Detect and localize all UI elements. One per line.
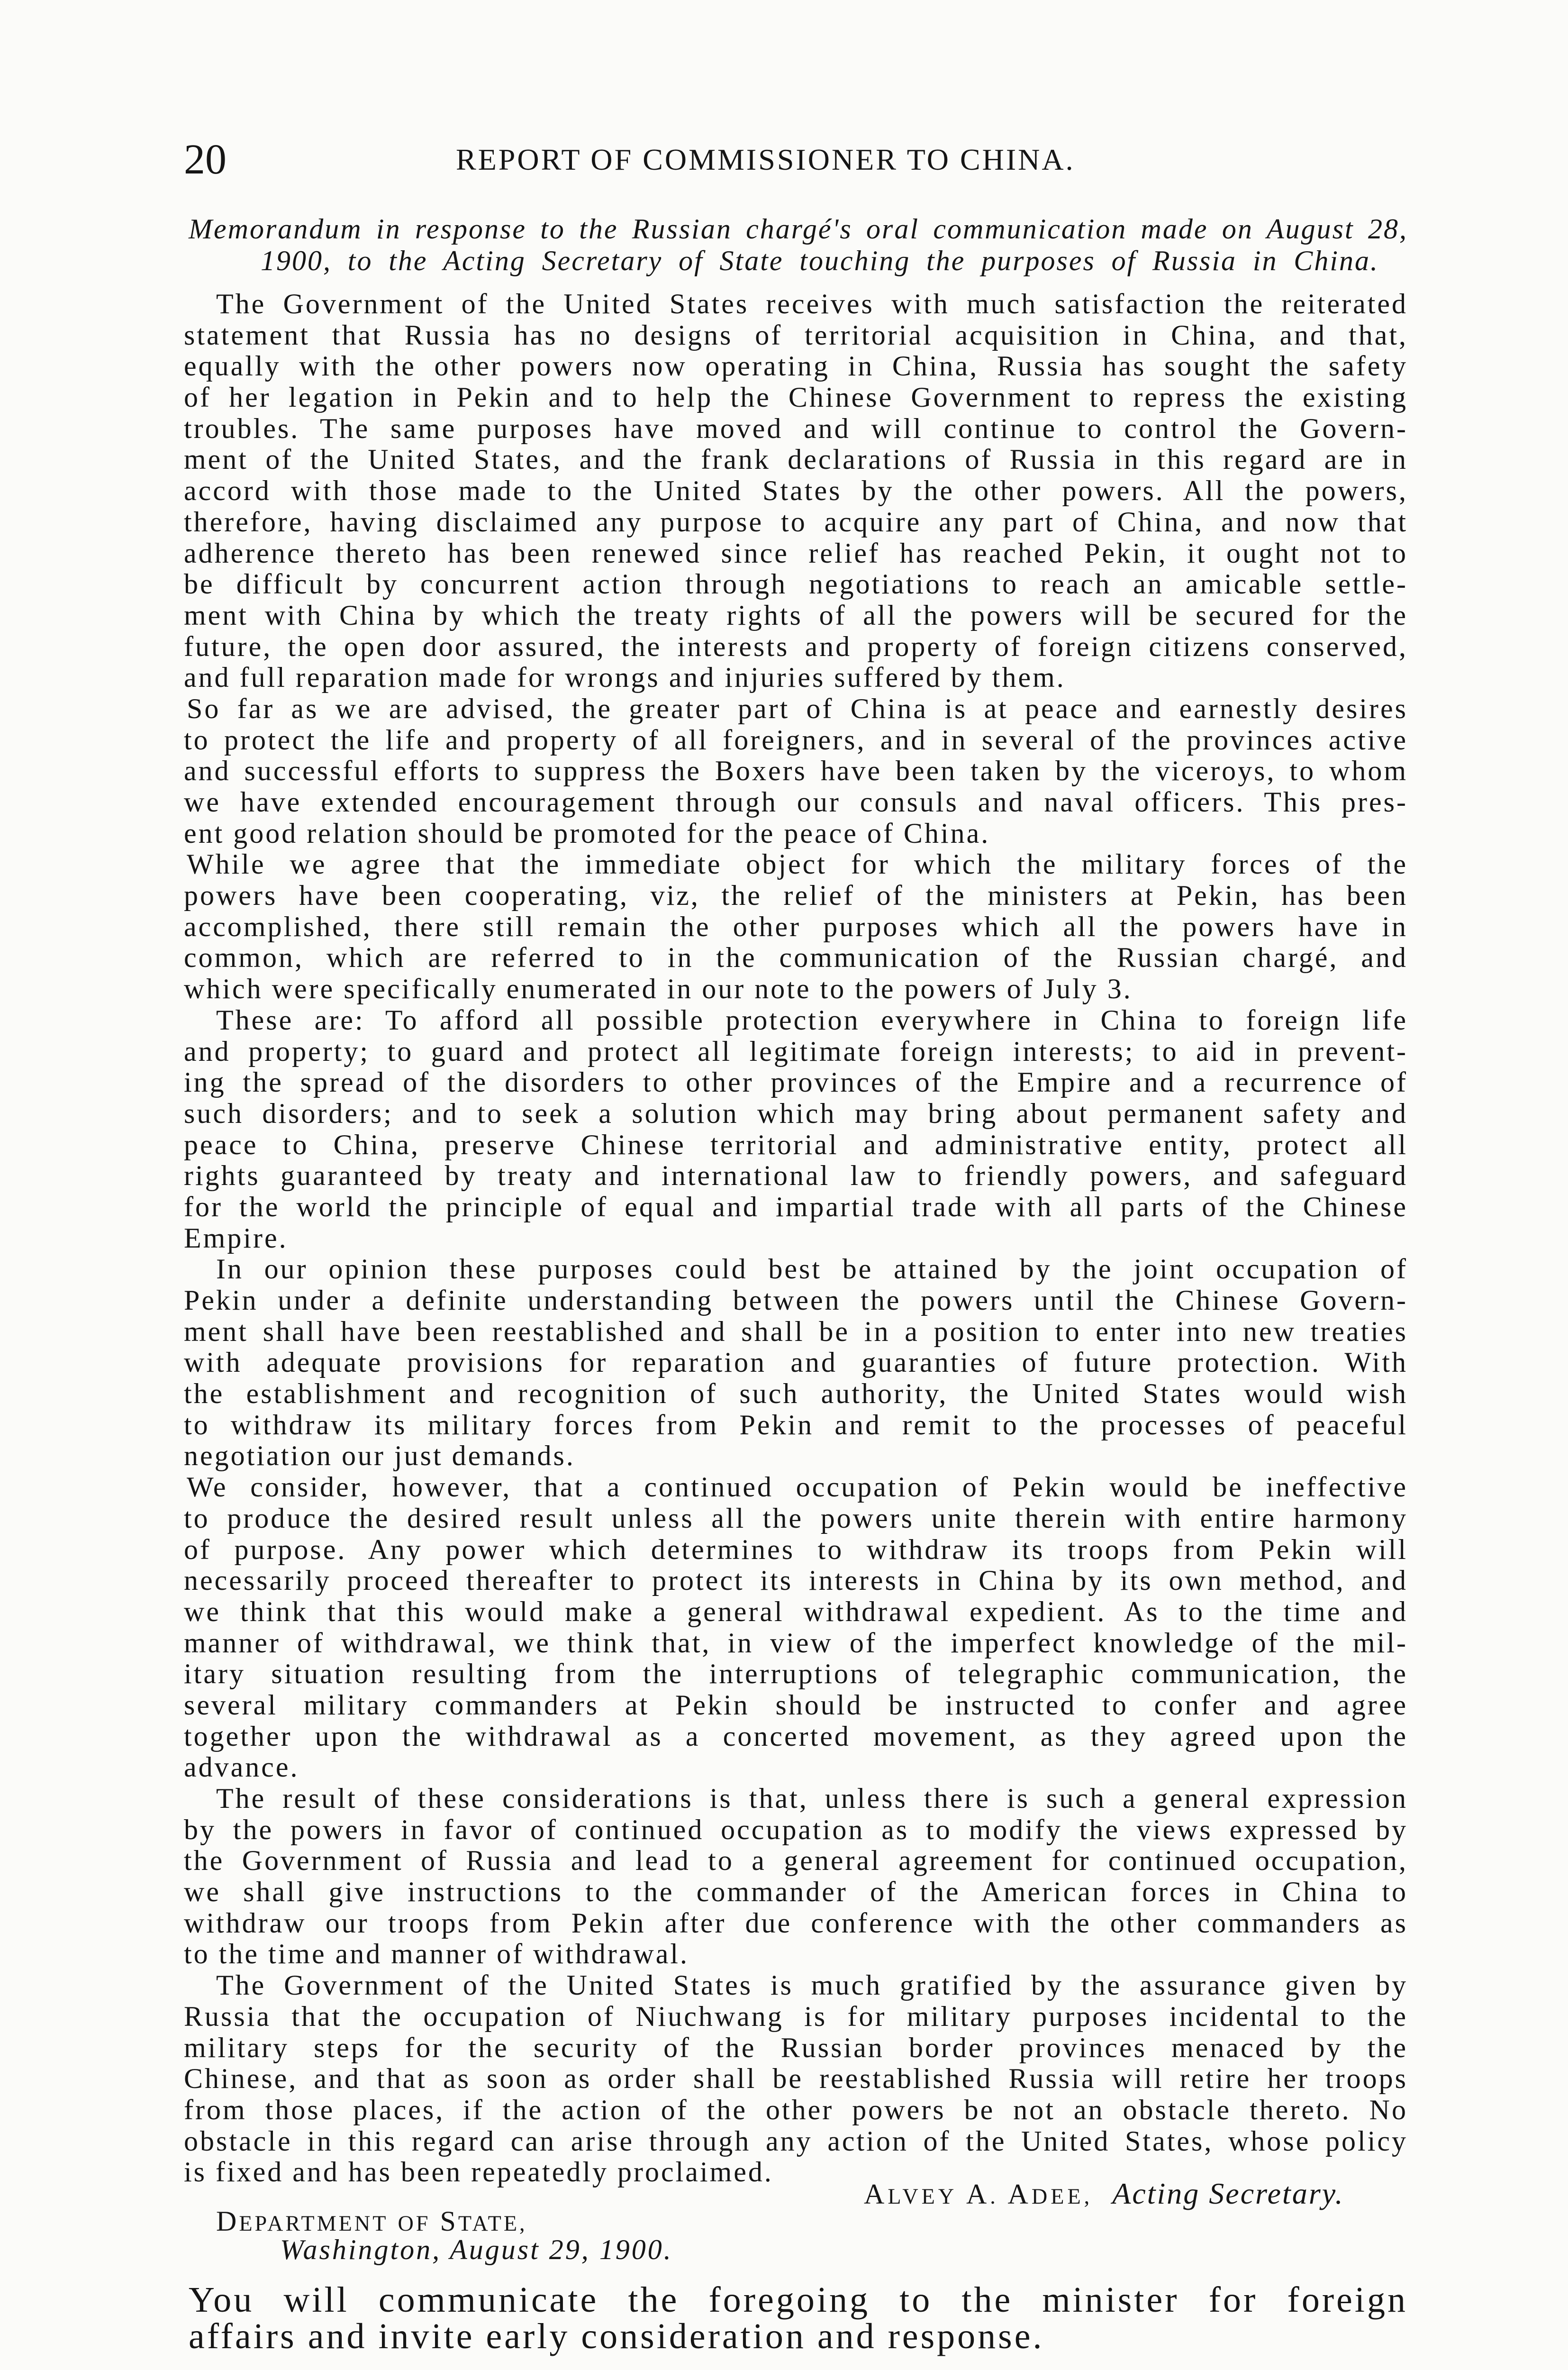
closing-instruction (189, 2282, 1408, 2355)
text-line: which were specifically enumerated in our note to the powers of July 3. (184, 973, 1133, 1005)
text-line: accomplished, there still remain the other purposes which all the powers have in (184, 911, 1408, 942)
signatory-title: Acting Secretary. (1112, 2177, 1344, 2210)
paragraph (184, 1254, 1408, 1472)
text-line: We consider, however, that a continued occupation of Pekin would be ineffective (187, 1471, 1408, 1503)
small-caps-initial: S (440, 2206, 458, 2237)
text-line: Pekin under a definite understanding between the powers until the Chinese Govern- (184, 1285, 1408, 1316)
text-line: by the powers in favor of continued occupation as to modify the views expressed by (184, 1814, 1408, 1845)
text-line: to protect the life and property of all foreigners, and in several of the provinces active (184, 724, 1408, 756)
text-line: to produce the desired result unless all the powers unite therein with entire harmony (184, 1502, 1408, 1534)
small-caps-initial: D (216, 2206, 239, 2237)
text-line: is fixed and has been repeatedly proclaimed. (184, 2156, 773, 2188)
text-line: common, which are referred to in the communication of the Russian chargé, and (184, 942, 1408, 974)
text-line: ing the spread of the disorders to other provinces of the Empire and a recurrence of (184, 1066, 1408, 1098)
small-caps-initial: A (1007, 2179, 1032, 2210)
text-line: adherence thereto has been renewed since relief has reached Pekin, it ought not to (184, 537, 1408, 569)
text-line: the establishment and recognition of such authority, the United States would wish (184, 1378, 1408, 1410)
text-line: we shall give instructions to the commander of the American forces in China to (184, 1876, 1408, 1908)
text-line: and full reparation made for wrongs and injuries suffered by them. (184, 662, 1066, 693)
text-line: withdraw our troops from Pekin after due conference with the other commanders as (184, 1907, 1408, 1939)
text-line: for the world the principle of equal and impartial trade with all parts of the Chinese (184, 1191, 1408, 1222)
text-line: together upon the withdrawal as a concerted movement, as they agreed upon the (184, 1720, 1408, 1752)
paragraph (184, 1005, 1408, 1254)
text-line: military steps for the security of the Russian border provinces menaced by the (184, 2032, 1408, 2063)
text-line: of her legation in Pekin and to help the Chinese Government to repress the existing (184, 382, 1408, 413)
text-line: necessarily proceed thereafter to protect its interests in China by its own method, and (184, 1565, 1408, 1596)
text-line: future, the open door assured, the interests and property of foreign citizens conserved, (184, 630, 1408, 662)
closing-line: affairs and invite early consideration and response. (189, 2316, 1044, 2356)
text-line: These are: To afford all possible protection everywhere in China to foreign life (216, 1004, 1408, 1036)
text-line: with adequate provisions for reparation and guaranties of future protection. With (184, 1347, 1408, 1378)
text-line: ment of the United States, and the frank declarations of Russia in this regard are in (184, 444, 1408, 475)
place-and-date: Washington, August 29, 1900. (280, 2234, 673, 2265)
text-line: and successful efforts to suppress the Boxers have been taken by the viceroys, to whom (184, 755, 1408, 787)
department-name (216, 2207, 527, 2238)
text-line: ment with China by which the treaty rights of all the powers will be secured for the (184, 599, 1408, 631)
small-caps-rest: EPARTMENT (239, 2211, 389, 2235)
small-caps-word: OF (398, 2211, 431, 2235)
running-title: REPORT OF COMMISSIONER TO CHINA. (456, 143, 1075, 176)
small-caps-rest: DEE, (1031, 2184, 1093, 2208)
text-line: In our opinion these purposes could best be attained by the joint occupation of (216, 1253, 1408, 1285)
text-line: Russia that the occupation of Niuchwang is for military purposes incidental to the (184, 2000, 1408, 2032)
paragraph (184, 1970, 1408, 2188)
text-line: accord with those made to the United States by the other powers. All the powers, (184, 475, 1408, 507)
text-line: we have extended encouragement through our consuls and naval officers. This pres- (184, 786, 1408, 818)
signature (864, 2178, 1344, 2209)
text-line: rights guaranteed by treaty and international law to friendly powers, and safeguard (184, 1160, 1408, 1192)
paragraph (184, 1783, 1408, 1970)
paragraph (184, 1472, 1408, 1783)
paragraph (184, 289, 1408, 693)
text-line: manner of withdrawal, we think that, in view of the imperfect knowledge of the mil- (184, 1627, 1408, 1659)
text-line: Chinese, and that as soon as order shall be reestablished Russia will retire her troops (184, 2063, 1408, 2095)
signatory-name (864, 2179, 1093, 2210)
text-line: be difficult by concurrent action through negotiations to reach an amicable settle- (184, 568, 1408, 600)
paragraph (184, 693, 1408, 849)
text-line: several military commanders at Pekin should be instructed to confer and agree (184, 1689, 1408, 1721)
text-line: The Government of the United States is much gratified by the assurance given by (216, 1969, 1408, 2001)
text-line: the Government of Russia and lead to a general agreement for continued occupation, (184, 1845, 1408, 1877)
text-line: While we agree that the immediate object for which the military forces of the (187, 848, 1408, 880)
text-line: powers have been cooperating, viz, the relief of the ministers at Pekin, has been (184, 880, 1408, 912)
small-caps-rest: TATE, (458, 2211, 527, 2235)
text-line: of purpose. Any power which determines to withdraw its troops from Pekin will (184, 1533, 1408, 1565)
paragraph (184, 849, 1408, 1004)
memorandum-title-line: 1900, to the Acting Secretary of State touching the purposes of Russia in China. (261, 245, 1379, 276)
text-line: negotiation our just demands. (184, 1440, 575, 1472)
text-line: So far as we are advised, the greater part of China is at peace and earnestly desires (187, 693, 1408, 724)
text-line: ent good relation should be promoted for the peace of China. (184, 817, 990, 849)
text-line: obstacle in this regard can arise through any action of the United States, whose policy (184, 2125, 1408, 2157)
memorandum-title (189, 213, 1408, 277)
small-caps-initial: A (864, 2179, 888, 2210)
small-caps-rest: LVEY (888, 2184, 958, 2208)
text-line: The result of these considerations is that, unless there is such a general expression (216, 1783, 1408, 1814)
small-caps-rest: . (990, 2184, 999, 2208)
text-line: to withdraw its military forces from Pekin and remit to the processes of peaceful (184, 1409, 1408, 1440)
text-line: itary situation resulting from the interruptions of telegraphic communication, the (184, 1658, 1408, 1690)
text-line: peace to China, preserve Chinese territorial and administrative entity, protect all (184, 1129, 1408, 1160)
text-line: such disorders; and to seek a solution which may bring about permanent safety and (184, 1097, 1408, 1129)
letter-body (184, 289, 1408, 2188)
text-line: Empire. (184, 1222, 288, 1254)
text-line: troubles. The same purposes have moved and will continue to control the Govern- (184, 412, 1408, 444)
text-line: therefore, having disclaimed any purpose to acquire any part of China, and now that (184, 506, 1408, 538)
text-line: equally with the other powers now operating in China, Russia has sought the safety (184, 350, 1408, 382)
text-line: The Government of the United States receives with much satisfaction the reiterated (216, 288, 1408, 319)
text-line: advance. (184, 1751, 299, 1783)
text-line: we think that this would make a general withdrawal expedient. As to the time and (184, 1595, 1408, 1627)
page-number: 20 (184, 136, 227, 183)
text-line: and property; to guard and protect all legitimate foreign interests; to aid in prevent- (184, 1035, 1408, 1067)
text-line: statement that Russia has no designs of territorial acquisition in China, and that, (184, 319, 1408, 351)
memorandum-title-line: Memorandum in response to the Russian chargé's oral communication made on August 28, (189, 213, 1408, 245)
text-line: to the time and manner of withdrawal. (184, 1938, 689, 1970)
small-caps-initial: A (966, 2179, 990, 2210)
closing-line: You will communicate the foregoing to the minister for foreign (189, 2280, 1408, 2320)
text-line: ment shall have been reestablished and shall be in a position to enter into new treaties (184, 1315, 1408, 1347)
text-line: from those places, if the action of the other powers be not an obstacle thereto. No (184, 2094, 1408, 2125)
